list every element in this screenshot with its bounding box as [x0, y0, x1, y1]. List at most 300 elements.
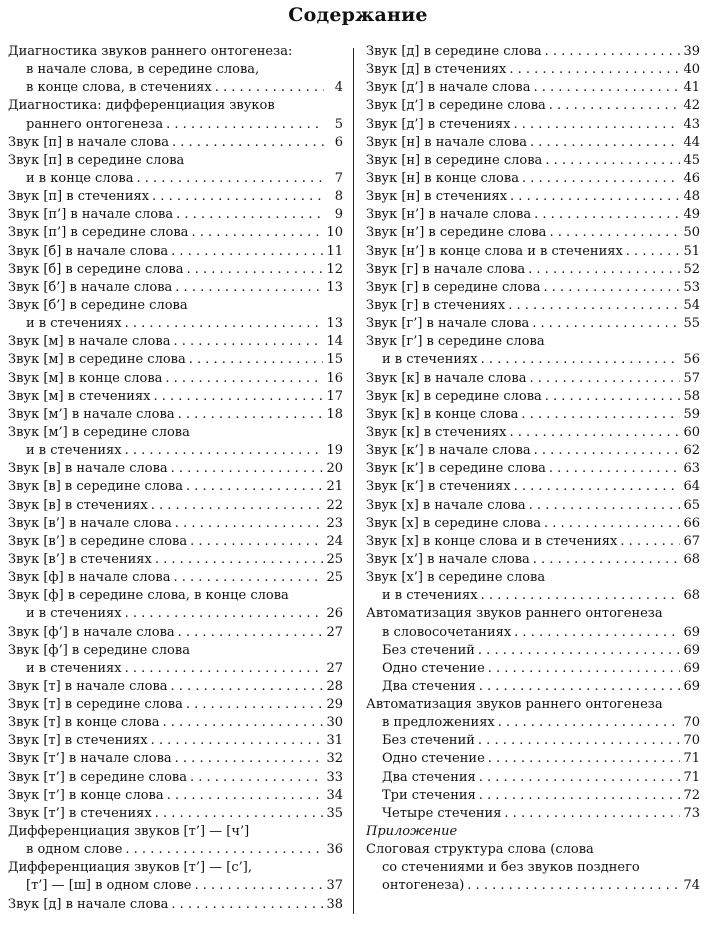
toc-entry [8, 714, 343, 732]
dot-leader [514, 478, 681, 496]
toc-entry-title: Звук [п’] в начале слова [8, 207, 174, 223]
dot-leader [173, 333, 323, 351]
toc-page-number: 13 [326, 316, 343, 332]
toc-entry [366, 243, 700, 261]
toc-page-number: 26 [326, 606, 343, 622]
dot-leader [509, 61, 680, 79]
toc-entry [8, 333, 343, 351]
dot-leader [545, 152, 680, 170]
toc-entry [366, 624, 700, 642]
toc-entry [8, 243, 343, 261]
toc-entry-title: Звук [н] в стечениях [366, 189, 508, 205]
toc-entry-title: Звук [г’] в начале слова [366, 316, 530, 332]
toc-page-number: 32 [326, 751, 343, 767]
toc-entry-title: Звук [п’] в середине слова [8, 225, 189, 241]
toc-page-number: 11 [326, 243, 343, 259]
toc-section-label [366, 823, 700, 841]
toc-page-number: 59 [683, 406, 700, 422]
toc-entry-line [8, 424, 343, 442]
toc-page-number: 29 [326, 697, 343, 713]
toc-entry-title: Звук [н] в конце слова [366, 170, 519, 186]
toc-entry [8, 279, 343, 297]
dot-leader [522, 170, 681, 188]
toc-page-number: 56 [683, 352, 700, 368]
toc-entry-title: Звук [т] в конце слова [8, 715, 160, 731]
dot-leader [155, 805, 324, 823]
toc-entry [8, 732, 343, 750]
toc-page-number: 51 [683, 243, 700, 259]
toc-entry-title: со стечениями и без звуков позднего [382, 860, 640, 876]
toc-page-number: 70 [683, 733, 700, 749]
toc-entry-title: онтогенеза) [382, 878, 465, 894]
toc-entry-title: Звук [б] в середине слова [8, 261, 184, 277]
toc-entry-title: Звук [т] в начале слова [8, 678, 168, 694]
toc-entry-title: и в стечениях [382, 352, 478, 368]
toc-entry-title: Два стечения [382, 678, 476, 694]
toc-entry-title: Звук [д’] в середине слова [366, 98, 546, 114]
toc-page-number: 69 [683, 624, 700, 640]
toc-page-number: 25 [326, 551, 343, 567]
toc-page-number: 69 [683, 660, 700, 676]
toc-page-number: 62 [683, 443, 700, 459]
dot-leader [620, 533, 680, 551]
toc-entry [8, 750, 343, 768]
toc-page-number: 42 [683, 98, 700, 114]
dot-leader [479, 678, 681, 696]
dot-leader [175, 279, 323, 297]
dot-leader [186, 261, 323, 279]
dot-leader [479, 769, 681, 787]
dot-leader [171, 460, 324, 478]
toc-entry [366, 297, 700, 315]
toc-entry [366, 515, 700, 533]
toc-page-number: 70 [683, 715, 700, 731]
toc-entry-title: Звук [г] в середине слова [366, 279, 541, 295]
dot-leader [549, 97, 681, 115]
toc-entry [8, 805, 343, 823]
toc-entry [8, 315, 343, 333]
toc-entry-title: Звук [б’] в начале слова [8, 279, 173, 295]
toc-entry-title: Без стечений [382, 642, 475, 658]
toc-entry-title: Звук [к’] в стечениях [366, 479, 511, 495]
dot-leader [479, 787, 681, 805]
toc-page-number: 8 [334, 189, 343, 205]
toc-entry [8, 406, 343, 424]
dot-leader [544, 515, 680, 533]
toc-entry-title: Звук [д] в начале слова [8, 896, 169, 912]
toc-entry [8, 896, 343, 914]
dot-leader [153, 388, 323, 406]
toc-entry [366, 805, 700, 823]
toc-entry-line [8, 859, 343, 877]
toc-page-number: 48 [683, 189, 700, 205]
toc-page-number: 46 [683, 170, 700, 186]
toc-entry-line [8, 587, 343, 605]
toc-page-number: 54 [683, 297, 700, 313]
dot-leader [125, 841, 323, 859]
toc-page-number: 69 [683, 678, 700, 694]
dot-leader [191, 224, 323, 242]
dot-leader [151, 497, 324, 515]
toc-page-number: 53 [683, 279, 700, 295]
toc-entry-title: в начале слова, в середине слова, [26, 62, 260, 78]
toc-page-number: 49 [683, 207, 700, 223]
toc-entry [366, 170, 700, 188]
toc-page-number: 30 [326, 715, 343, 731]
toc-entry [8, 787, 343, 805]
toc-page-number: 18 [326, 406, 343, 422]
toc-page-number: 72 [683, 787, 700, 803]
toc-page-number: 69 [683, 642, 700, 658]
toc-entry-title: Звук [м’] в начале слова [8, 406, 175, 422]
toc-entry [366, 678, 700, 696]
toc-entry-title: Звук [т] в середине слова [8, 697, 183, 713]
toc-entry-title: Звук [г] в стечениях [366, 297, 506, 313]
toc-entry [8, 551, 343, 569]
toc-page-number: 9 [334, 207, 343, 223]
toc-entry [366, 787, 700, 805]
toc-page-number: 4 [334, 80, 343, 96]
dot-leader [176, 206, 324, 224]
toc-entry-title: Звук [к] в середине слова [366, 388, 542, 404]
page-title: Содержание [288, 4, 428, 26]
toc-entry-title: Звук [н] в начале слова [366, 134, 527, 150]
toc-entry-title: Звук [х’] в начале слова [366, 551, 530, 567]
toc-entry-title: и в стечениях [26, 660, 122, 676]
toc-entry-line [8, 97, 343, 115]
toc-page-number: 73 [683, 805, 700, 821]
toc-page-number: 14 [326, 334, 343, 350]
toc-entry [8, 442, 343, 460]
dot-leader [215, 79, 324, 97]
toc-page-number: 23 [326, 515, 343, 531]
toc-page-number: 6 [334, 134, 343, 150]
toc-entry-title: Звук [ф’] в начале слова [8, 624, 175, 640]
toc-page-number: 74 [683, 878, 700, 894]
toc-entry [8, 79, 343, 97]
toc-page-number: 33 [326, 769, 343, 785]
dot-leader [508, 297, 680, 315]
dot-leader [504, 805, 680, 823]
dot-leader [545, 388, 681, 406]
toc-page-number: 64 [683, 479, 700, 495]
toc-entry-line [8, 297, 343, 315]
dot-leader [125, 660, 324, 678]
toc-entry [8, 370, 343, 388]
toc-entry-line [366, 569, 700, 587]
toc-entry [366, 497, 700, 515]
toc-entry-title: Звук [х] в середине слова [366, 515, 541, 531]
toc-entry [8, 533, 343, 551]
toc-entry-title: Звук [м] в середине слова [8, 352, 186, 368]
toc-entry-title: и в стечениях [382, 588, 478, 604]
dot-leader [125, 605, 324, 623]
toc-entry [8, 515, 343, 533]
toc-entry [8, 170, 343, 188]
toc-entry-title: Звук [н’] в середине слова [366, 225, 547, 241]
dot-leader [528, 261, 680, 279]
toc-entry [8, 134, 343, 152]
dot-leader [195, 877, 324, 895]
toc-entry-title: в предложениях [382, 715, 495, 731]
toc-page-number: 35 [326, 805, 343, 821]
toc-entry-title: Звук [т’] в начале слова [8, 751, 172, 767]
toc-page-number: 20 [326, 461, 343, 477]
toc-entry [8, 605, 343, 623]
toc-entry-title: Звук [в’] в середине слова [8, 533, 188, 549]
toc-entry [8, 388, 343, 406]
dot-leader [481, 351, 681, 369]
toc-page-number: 27 [326, 660, 343, 676]
toc-entry-title: раннего онтогенеза [26, 116, 164, 132]
toc-entry [366, 206, 700, 224]
dot-leader [529, 497, 681, 515]
dot-leader [498, 714, 681, 732]
dot-leader [488, 750, 681, 768]
dot-leader [514, 624, 680, 642]
toc-page-number: 68 [683, 588, 700, 604]
toc-entry [366, 406, 700, 424]
toc-entry [366, 279, 700, 297]
toc-entry-line [366, 841, 700, 859]
toc-entry [8, 206, 343, 224]
dot-leader [152, 188, 324, 206]
toc-entry [8, 497, 343, 515]
toc-entry-line [366, 333, 700, 351]
toc-entry-title: Автоматизация звуков раннего онтогенеза [366, 697, 663, 713]
toc-entry [366, 388, 700, 406]
toc-page-number: 60 [683, 424, 700, 440]
toc-page-number: 31 [326, 733, 343, 749]
dot-leader [478, 732, 681, 750]
toc-page-number: 40 [683, 62, 700, 78]
dot-leader [167, 787, 324, 805]
dot-leader [175, 515, 324, 533]
toc-entry-title: Звук [к] в стечениях [366, 424, 507, 440]
toc-entry [8, 769, 343, 787]
toc-entry [366, 478, 700, 496]
toc-entry [366, 97, 700, 115]
toc-entry-title: Звук [к] в начале слова [366, 370, 527, 386]
toc-entry-title: Звук [м’] в середине слова [8, 424, 190, 440]
dot-leader [186, 478, 323, 496]
toc-entry-title: Звук [г] в начале слова [366, 261, 526, 277]
toc-entry [8, 660, 343, 678]
toc-entry-line [8, 823, 343, 841]
toc-entry-title: и в конце слова [26, 170, 134, 186]
toc-entry [8, 569, 343, 587]
toc-entry [8, 116, 343, 134]
toc-page-number: 12 [326, 261, 343, 277]
toc-entry-title: Звук [к’] в начале слова [366, 443, 531, 459]
toc-entry-title: Одно стечение [382, 751, 485, 767]
toc-entry [366, 769, 700, 787]
toc-entry-title: Звук [м] в конце слова [8, 370, 163, 386]
toc-left-column [8, 43, 343, 914]
toc-page-number: 7 [334, 170, 343, 186]
toc-page-number: 67 [683, 533, 700, 549]
toc-entry-title: Звук [т’] в середине слова [8, 769, 187, 785]
toc-entry [366, 61, 700, 79]
dot-leader [549, 224, 680, 242]
toc-entry-title: Звук [м] в стечениях [8, 388, 151, 404]
toc-entry [366, 642, 700, 660]
toc-entry-line [366, 605, 700, 623]
toc-entry-title: в словосочетаниях [382, 624, 512, 640]
toc-entry-title: Звук [ф] в начале слова [8, 570, 171, 586]
dot-leader [521, 406, 680, 424]
toc-entry [8, 696, 343, 714]
toc-entry-title: Звук [н] в середине слова [366, 152, 543, 168]
toc-entry [366, 424, 700, 442]
dot-leader [529, 370, 680, 388]
toc-entry [366, 370, 700, 388]
toc-entry-title: в конце слова, в стечениях [26, 80, 212, 96]
toc-page-number: 19 [326, 443, 343, 459]
toc-entry [366, 134, 700, 152]
toc-entry [366, 116, 700, 134]
toc-entry-title: Два стечения [382, 769, 476, 785]
toc-entry-title: Одно стечение [382, 660, 485, 676]
toc-page-number: 45 [683, 152, 700, 168]
toc-entry-title: в одном слове [26, 842, 123, 858]
dot-leader [533, 551, 681, 569]
toc-page-number: 57 [683, 370, 700, 386]
toc-entry-title: Звук [в] в начале слова [8, 461, 168, 477]
toc-page-number: 52 [683, 261, 700, 277]
toc-entry-title: Без стечений [382, 733, 475, 749]
dot-leader [545, 43, 681, 61]
toc-page-number: 41 [683, 80, 700, 96]
dot-leader [174, 569, 324, 587]
toc-entry-title: Звук [б] в начале слова [8, 243, 169, 259]
dot-leader [514, 116, 681, 134]
toc-entry-title: Звук [т’] в стечениях [8, 805, 152, 821]
toc-entry-title: Дифференциация звуков [т’] — [с’], [8, 860, 252, 876]
toc-entry-title: Дифференциация звуков [т’] — [ч’] [8, 824, 250, 840]
toc-entry-title: Звук [п] в середине слова [8, 152, 185, 168]
toc-page-number: 50 [683, 225, 700, 241]
toc-entry-title: Звук [т] в стечениях [8, 733, 148, 749]
toc-entry [8, 877, 343, 895]
toc-page-number: 13 [326, 279, 343, 295]
dot-leader [190, 533, 323, 551]
dot-leader [530, 134, 680, 152]
toc-entry-title: Звук [в’] в стечениях [8, 551, 152, 567]
toc-entry [8, 678, 343, 696]
toc-entry-title: Диагностика: дифференциация звуков [8, 98, 275, 114]
dot-leader [510, 188, 680, 206]
dot-leader [534, 206, 680, 224]
dot-leader [178, 624, 324, 642]
toc-page-number: 17 [326, 388, 343, 404]
toc-entry [366, 660, 700, 678]
toc-entry [366, 533, 700, 551]
dot-leader [151, 732, 324, 750]
toc-page-number: 68 [683, 551, 700, 567]
toc-entry-title: и в стечениях [26, 443, 122, 459]
toc-page-number: 36 [326, 842, 343, 858]
toc-page-number: 25 [326, 570, 343, 586]
toc-page-number: 37 [326, 878, 343, 894]
dot-leader [533, 79, 680, 97]
toc-entry-title: Звук [д] в середине слова [366, 44, 542, 59]
toc-page-number: 71 [683, 751, 700, 767]
toc-page-number: 39 [683, 44, 700, 59]
dot-leader [137, 170, 325, 188]
toc-entry-title: Звук [д] в стечениях [366, 62, 507, 78]
toc-entry-title: Звук [х] в начале слова [366, 497, 526, 513]
toc-entry [366, 551, 700, 569]
dot-leader [171, 678, 324, 696]
dot-leader [178, 406, 324, 424]
toc-page-number: 44 [683, 134, 700, 150]
toc-entry [366, 79, 700, 97]
toc-page-number: 28 [326, 678, 343, 694]
toc-entry [366, 460, 700, 478]
toc-entry [8, 460, 343, 478]
toc-entry-line [8, 642, 343, 660]
toc-entry [366, 261, 700, 279]
toc-entry [366, 315, 700, 333]
dot-leader [172, 134, 324, 152]
toc-entry [8, 478, 343, 496]
dot-leader [162, 714, 323, 732]
toc-entry [366, 43, 700, 61]
toc-entry [366, 877, 700, 895]
toc-entry-title: Звук [д’] в стечениях [366, 116, 511, 132]
dot-leader [171, 243, 323, 261]
toc-entry-line [366, 696, 700, 714]
dot-leader [171, 896, 323, 914]
toc-entry-title: Звук [н’] в конце слова и в стечениях [366, 243, 623, 259]
toc-entry [8, 224, 343, 242]
toc-entry [8, 841, 343, 859]
toc-page-number: 24 [326, 533, 343, 549]
toc-entry-line [8, 43, 343, 61]
toc-entry-title: Звук [ф’] в середине слова [8, 642, 190, 658]
toc-page-number: 55 [683, 316, 700, 332]
column-divider [353, 48, 354, 914]
toc-page-number: 21 [326, 479, 343, 495]
dot-leader [165, 370, 323, 388]
dot-leader [534, 442, 681, 460]
toc-entry [366, 152, 700, 170]
toc-entry-title: Звук [м] в начале слова [8, 334, 171, 350]
toc-page-number: 10 [326, 225, 343, 241]
dot-leader [481, 587, 681, 605]
toc-entry-title: Звук [в] в середине слова [8, 479, 183, 495]
dot-leader [532, 315, 680, 333]
dot-leader [189, 351, 324, 369]
toc-entry [366, 224, 700, 242]
toc-page-number: 34 [326, 787, 343, 803]
dot-leader [626, 243, 681, 261]
dot-leader [549, 460, 681, 478]
toc-entry-title: Звук [п] в стечениях [8, 189, 150, 205]
toc-entry-title: Звук [ф] в середине слова, в конце слова [8, 588, 289, 604]
toc-entry-title: Звук [н’] в начале слова [366, 207, 532, 223]
toc-page-number: 58 [683, 388, 700, 404]
dot-leader [478, 642, 681, 660]
toc-page-number: 65 [683, 497, 700, 513]
toc-page-number: 43 [683, 116, 700, 132]
dot-leader [543, 279, 680, 297]
toc-page-number: 27 [326, 624, 343, 640]
toc-entry-title: Четыре стечения [382, 805, 502, 821]
toc-entry [366, 732, 700, 750]
toc-entry-title: Звук [х] в конце слова и в стечениях [366, 533, 618, 549]
